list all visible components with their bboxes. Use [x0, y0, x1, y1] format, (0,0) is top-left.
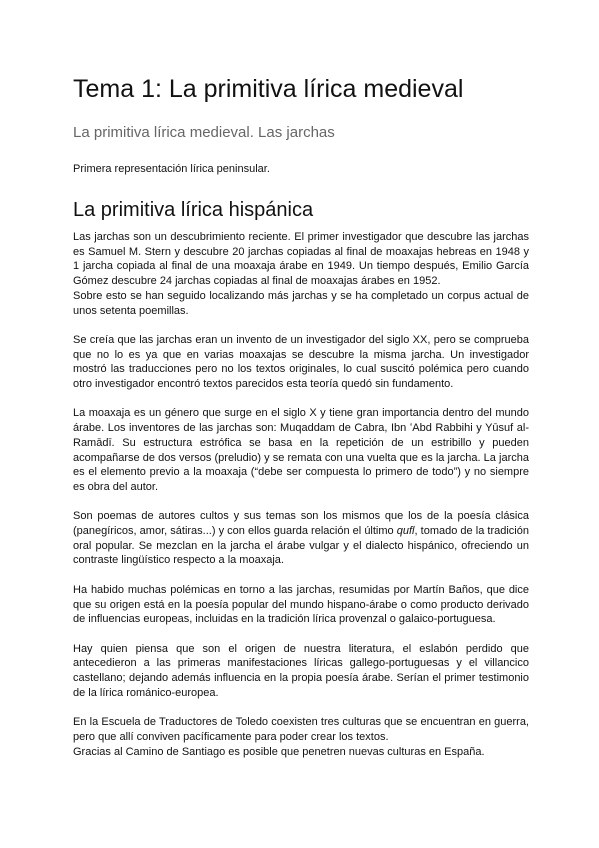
paragraph-corpus: Sobre esto se han seguido localizando más jarchas y se ha completado un corpus actual de unos setenta poemillas. [73, 289, 529, 317]
document-title: Tema 1: La primitiva lírica medieval [73, 75, 464, 103]
paragraph-toledo: En la Escuela de Traductores de Toledo coexisten tres culturas que se encuentran en guerra, pero que allí conviven pacíficamente para poder crear los textos. [73, 716, 529, 743]
paragraph-discovery: Las jarchas son un descubrimiento reciente. El primer investigador que descubre las jarchas es Samuel M. Stern y descubre 20 jarchas copiadas al final de moaxajas hebreas en 1948 y 1 jarcha copiada al final de una moaxaja árabe en 1949. Un tiempo después, Emilio García Gómez descubre 24 jarchas copiadas al final de moaxajas árabes en 1952. [73, 231, 529, 288]
section-heading: La primitiva lírica hispánica [73, 199, 314, 221]
paragraph-poems [73, 509, 529, 568]
paragraph-moaxaja: La moaxaja es un género que surge en el siglo X y tiene gran importancia dentro del mundo árabe. Los inventores de las jarchas son: Muqaddam de Cabra, Ibn ʻAbd Rabbihi y Yūsuf al-Ramādī. Su estructura estrófica se basa en la repetición de un estribillo y pueden acompañarse de dos versos (preludio) y se remata con una vuelta que es la jarcha. La jarcha es el elemento previo a la moaxaja (“debe ser compuesta lo primero de todo”) y no siempre es obra del autor. [73, 407, 529, 493]
intro-text: Primera representación lírica peninsular. [73, 163, 270, 175]
paragraph-origin: Hay quien piensa que son el origen de nuestra literatura, el eslabón perdido que antecedieron a las primeras manifestaciones líricas gallego-portuguesas y el villancico castellano; dejando además influencia en la propia poesía árabe. Serían el primer testimonio de la lírica románico-europea. [73, 642, 529, 699]
document-subtitle: La primitiva lírica medieval. Las jarchas [73, 124, 335, 141]
section-body [73, 230, 529, 759]
paragraph-invention: Se creía que las jarchas eran un invento de un investigador del siglo XX, pero se comprueba que no lo es ya que en varias moaxajas se descubre la misma jarcha. Un investigador mostró las traducciones pero no los textos originales, lo cual suscitó polémica pero cuando otro investigador encontró textos parecidos esta teoría quedó sin fundamento. [73, 333, 529, 391]
paragraph-polemics: Ha habido muchas polémicas en torno a las jarchas, resumidas por Martín Baños, que dice que su origen está en la poesía popular del mundo hispano-árabe o como producto derivado de influencias europeas, incluidas en la tradición lírica provenzal o galaico-portuguesa. [73, 583, 529, 626]
poems-text-italic: qufl [396, 525, 415, 538]
poems-text-after: , tomado de la tradición oral popular. Se mezclan en la jarcha el árabe vulgar y el dialecto hispánico, ofreciendo un contraste lingüístico respecto a la moaxaja. [73, 525, 529, 567]
poems-text-before: Son poemas de autores cultos y sus temas son los mismos que los de la poesía clásica (panegíricos, amor, sátiras...) y con ellos guarda relación el último [73, 510, 529, 538]
paragraph-santiago: Gracias al Camino de Santiago es posible que penetren nuevas culturas en España. [73, 745, 485, 758]
